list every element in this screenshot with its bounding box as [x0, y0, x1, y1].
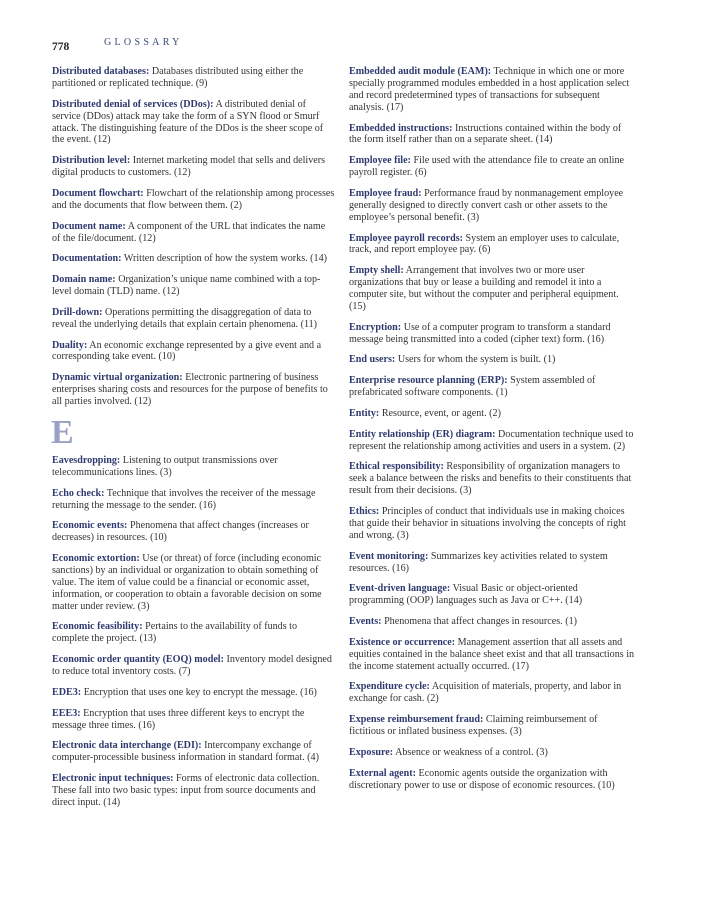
running-head: GLOSSARY	[104, 37, 183, 48]
glossary-term: Distribution level:	[52, 155, 131, 167]
glossary-term: Empty shell:	[349, 265, 404, 277]
glossary-definition: Instructions contained within the body of the form itself rather than on a separate sheet. (14)	[349, 122, 622, 146]
glossary-entry	[349, 506, 635, 542]
glossary-term: Document flowchart:	[52, 187, 144, 199]
glossary-term: Dynamic virtual organization:	[52, 372, 183, 384]
glossary-term: Enterprise resource planning (ERP):	[349, 375, 508, 387]
glossary-definition: Encryption that uses three different keys to encrypt the message three times. (16)	[52, 707, 305, 731]
glossary-definition: Use (or threat) of force (including economic sanctions) by an individual or organization to obtain something of value. The item of value could be a financial or economic asset, information, or cooperation to obtain a favorable decision on some matter under review. (3)	[52, 553, 322, 612]
glossary-definition: Pertains to the availability of funds to complete the project. (13)	[52, 621, 298, 645]
glossary-entry	[349, 461, 635, 497]
glossary-term: EDE3:	[52, 686, 82, 698]
glossary-definition: System an employer uses to calculate, track, and report employee pay. (6)	[349, 232, 620, 256]
glossary-definition: Acquisition of materials, property, and labor in exchange for cash. (2)	[349, 681, 622, 705]
glossary-term: Embedded instructions:	[349, 122, 453, 134]
glossary-entry	[349, 768, 635, 792]
glossary-term: Economic order quantity (EOQ) model:	[52, 654, 224, 666]
glossary-term: Expense reimbursement fraud:	[349, 714, 484, 726]
glossary-term: Exposure:	[349, 746, 394, 758]
glossary-entry	[52, 307, 335, 331]
glossary-definition: Users for whom the system is built. (1)	[397, 354, 556, 366]
glossary-term: Employee fraud:	[349, 187, 422, 199]
glossary-term: External agent:	[349, 767, 416, 779]
glossary-entry	[52, 488, 335, 512]
glossary-definition: Intercompany exchange of computer-processible business information in standard format. (4)	[52, 740, 319, 764]
glossary-definition: Inventory model designed to reduce total inventory costs. (7)	[52, 654, 332, 678]
glossary-definition: Responsibility of organization managers to seek a balance between the risks and benefits to their constituents that result from their decisions. (3)	[349, 461, 632, 497]
glossary-entry	[349, 188, 635, 224]
glossary-term: Eavesdropping:	[52, 454, 121, 466]
glossary-definition: Phenomena that affect changes (increases or decreases) in resources. (10)	[52, 520, 309, 544]
glossary-entry	[349, 322, 635, 346]
glossary-term: Economic extortion:	[52, 553, 140, 565]
glossary-definition: System assembled of prefabricated software components. (1)	[349, 375, 596, 399]
glossary-entry	[52, 188, 335, 212]
glossary-term: Electronic input techniques:	[52, 773, 174, 785]
glossary-entry	[52, 654, 335, 678]
glossary-entry	[349, 66, 635, 114]
glossary-entry	[349, 265, 635, 313]
glossary-definition: A distributed denial of service (DDos) attack may take the form of a SYN flood or Smurf attack. The distinguishing feature of the DDos is the sheer scope of the event. (12)	[52, 98, 324, 146]
glossary-entry	[52, 274, 335, 298]
entries-before-e	[52, 66, 335, 408]
glossary-term: Entity:	[349, 407, 380, 419]
glossary-entry	[52, 773, 335, 809]
glossary-term: Echo check:	[52, 487, 105, 499]
glossary-entry	[349, 375, 635, 399]
glossary-term: Expenditure cycle:	[349, 681, 430, 693]
glossary-entry	[52, 99, 335, 147]
glossary-definition: Internet marketing model that sells and delivers digital products to customers. (12)	[52, 155, 326, 179]
glossary-definition: Management assertion that all assets and equities contained in the balance sheet exist and that all transactions in the income statement actually occurred. (17)	[349, 636, 635, 672]
glossary-term: Event-driven language:	[349, 583, 451, 595]
glossary-term: Distributed databases:	[52, 66, 150, 77]
page-header	[52, 35, 70, 53]
glossary-term: End users:	[349, 354, 396, 366]
glossary-definition: Flowchart of the relationship among processes and the documents that flow between them. (2)	[52, 187, 335, 211]
glossary-entry	[349, 354, 635, 366]
glossary-entry	[349, 583, 635, 607]
glossary-entry	[52, 553, 335, 613]
glossary-definition: Operations permitting the disaggregation of data to reveal the underlying details that explain certain phenomena. (11)	[52, 306, 318, 330]
right-column	[349, 66, 635, 800]
glossary-definition: A component of the URL that indicates the name of the file/document. (12)	[52, 220, 326, 244]
glossary-term: EEE3:	[52, 707, 81, 719]
glossary-entry	[349, 123, 635, 147]
glossary-entry	[52, 455, 335, 479]
glossary-entry	[349, 714, 635, 738]
glossary-term: Document name:	[52, 220, 126, 232]
glossary-term: Ethical responsibility:	[349, 461, 444, 473]
glossary-entry	[349, 747, 635, 759]
glossary-definition: Resource, event, or agent. (2)	[381, 407, 501, 419]
glossary-entry	[349, 155, 635, 179]
glossary-definition: Technique in which one or more specially programmed modules embedded in a host application select and record predetermined types of transactions for subsequent analysis. (17)	[349, 66, 630, 113]
glossary-entry	[349, 637, 635, 673]
glossary-entry	[52, 520, 335, 544]
glossary-entry	[349, 616, 635, 628]
glossary-entry	[349, 429, 635, 453]
glossary-term: Duality:	[52, 339, 88, 351]
glossary-entry	[349, 551, 635, 575]
glossary-entry	[52, 687, 335, 699]
left-column	[52, 66, 335, 818]
glossary-definition: Arrangement that involves two or more user organizations that buy or lease a building and remodel it into a computer site, but without the computer and peripheral equipment. (15)	[349, 265, 619, 312]
glossary-entry	[349, 408, 635, 420]
glossary-term: Electronic data interchange (EDI):	[52, 740, 202, 752]
glossary-term: Encryption:	[349, 321, 402, 333]
glossary-term: Entity relationship (ER) diagram:	[349, 428, 496, 440]
glossary-definition: Electronic partnering of business enterprises sharing costs and resources for the purpose of benefits to all parties involved. (12)	[52, 372, 328, 408]
glossary-entry	[52, 221, 335, 245]
glossary-entry	[349, 233, 635, 257]
glossary-definition: Written description of how the system works. (14)	[123, 253, 327, 265]
glossary-term: Events:	[349, 616, 382, 628]
glossary-entry	[52, 708, 335, 732]
glossary-term: Drill-down:	[52, 306, 103, 318]
glossary-entry	[52, 340, 335, 364]
glossary-definition: File used with the attendance file to create an online payroll register. (6)	[349, 155, 624, 179]
entries-e	[52, 455, 335, 809]
page-number: 778	[52, 41, 70, 53]
glossary-definition: Organization’s unique name combined with a top-level domain (TLD) name. (12)	[52, 274, 321, 298]
glossary-definition: Forms of electronic data collection. These fall into two basic types: input from source documents and direct input. (14)	[52, 773, 320, 808]
glossary-term: Existence or occurrence:	[349, 636, 456, 648]
glossary-entry	[52, 155, 335, 179]
glossary-term: Embedded audit module (EAM):	[349, 66, 492, 77]
glossary-entry	[52, 740, 335, 764]
glossary-term: Distributed denial of services (DDos):	[52, 98, 214, 110]
glossary-term: Economic events:	[52, 520, 128, 532]
glossary-term: Economic feasibility:	[52, 621, 143, 633]
glossary-definition: Principles of conduct that individuals use in making choices that guide their behavior in situations involving the concepts of right and wrong. (3)	[349, 506, 626, 541]
glossary-term: Employee file:	[349, 155, 411, 167]
glossary-definition: Summarizes key activities related to system resources. (16)	[349, 550, 608, 574]
glossary-entry	[349, 681, 635, 705]
glossary-definition: Use of a computer program to transform a standard message being transmitted into a coded (cipher text) form. (16)	[349, 321, 611, 345]
glossary-entry	[52, 372, 335, 408]
glossary-definition: Economic agents outside the organization with discretionary power to use or dispose of economic resources. (10)	[349, 767, 615, 791]
glossary-entry	[52, 66, 335, 90]
glossary-term: Employee payroll records:	[349, 232, 464, 244]
glossary-term: Domain name:	[52, 274, 116, 286]
glossary-definition: Documentation technique used to represent the relationship among activities and users in a system. (2)	[349, 428, 634, 452]
glossary-term: Documentation:	[52, 253, 122, 265]
glossary-term: Ethics:	[349, 506, 380, 518]
glossary-definition: Claiming reimbursement of fictitious or inflated business expenses. (3)	[349, 714, 598, 738]
glossary-definition: Databases distributed using either the partitioned or replicated technique. (9)	[52, 66, 304, 89]
glossary-definition: An economic exchange represented by a give event and a corresponding take event. (10)	[52, 339, 322, 363]
section-letter: E	[51, 413, 74, 451]
glossary-term: Event monitoring:	[349, 550, 429, 562]
glossary-definition: Encryption that uses one key to encrypt the message. (16)	[83, 686, 317, 698]
glossary-entry	[52, 621, 335, 645]
glossary-definition: Listening to output transmissions over telecommunications lines. (3)	[52, 454, 278, 478]
glossary-definition: Absence or weakness of a control. (3)	[395, 746, 548, 758]
glossary-definition: Visual Basic or object-oriented programming (OOP) languages such as Java or C++. (14)	[349, 583, 583, 607]
glossary-entry	[52, 253, 335, 265]
glossary-definition: Technique that involves the receiver of the message returning the message to the sender. (16)	[52, 487, 316, 511]
glossary-definition: Phenomena that affect changes in resources. (1)	[384, 616, 577, 628]
glossary-definition: Performance fraud by nonmanagement employee generally designed to directly convert cash or other assets to the employee’s personal benefit. (3)	[349, 187, 624, 223]
